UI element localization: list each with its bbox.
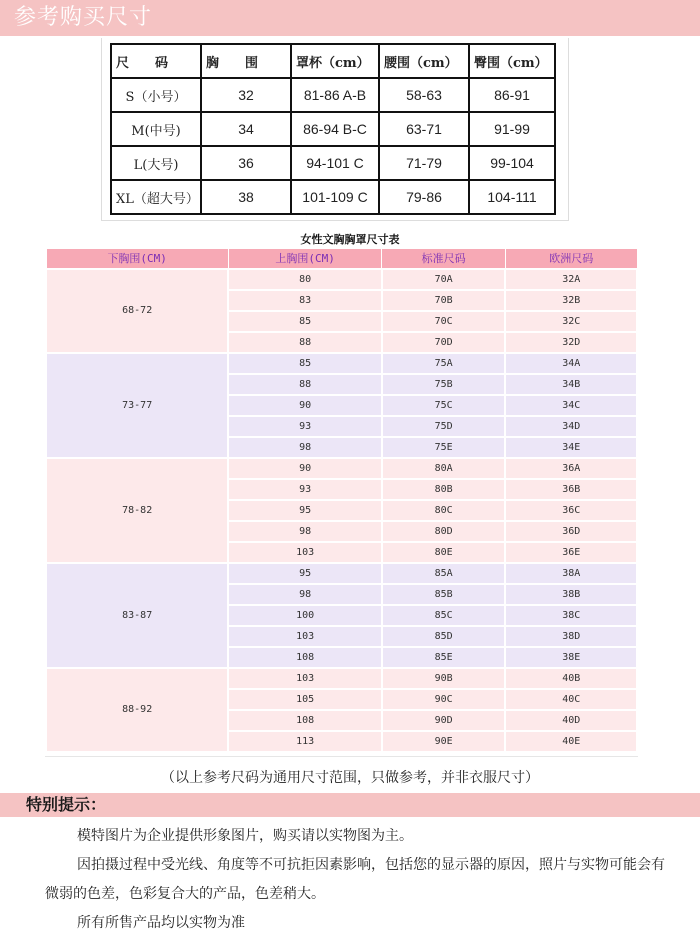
overbust-cell: 103 <box>228 626 381 647</box>
bra-table-row <box>46 563 637 584</box>
bra-table-title: 女性文胸胸罩尺寸表 <box>300 233 400 246</box>
eu-size-cell: 34A <box>505 353 637 374</box>
standard-size-cell: 75A <box>382 353 506 374</box>
eu-size-cell: 40D <box>505 710 637 731</box>
eu-size-cell: 34C <box>505 395 637 416</box>
size-chart-row <box>111 146 555 180</box>
standard-size-cell: 85C <box>382 605 506 626</box>
size-note: （以上参考尺码为通用尺寸范围，只做参考，并非衣服尺寸） <box>161 770 539 786</box>
overbust-cell: 85 <box>228 311 381 332</box>
eu-size-cell: 32A <box>505 269 637 290</box>
size-chart-header-row <box>111 44 555 78</box>
standard-size-cell: 80D <box>382 521 506 542</box>
bra-size-table <box>45 248 638 753</box>
overbust-cell: 103 <box>228 668 381 689</box>
size-cell: 36 <box>201 146 291 180</box>
tip-line: 模特图片为企业提供形象图片，购买请以实物图为主。 <box>77 828 413 844</box>
size-header-cell: 罩杯（cm） <box>291 44 379 78</box>
tip-line: 因拍摄过程中受光线、角度等不可抗拒因素影响，包括您的显示器的原因，照片与实物可能会有微弱的色差，色彩复合大的产品，色差稍大。 <box>45 857 665 902</box>
overbust-cell: 113 <box>228 731 381 752</box>
standard-size-cell: 80A <box>382 458 506 479</box>
standard-size-cell: 80B <box>382 479 506 500</box>
size-cell: 32 <box>201 78 291 112</box>
overbust-cell: 83 <box>228 290 381 311</box>
size-cell: 86-91 <box>469 78 555 112</box>
overbust-cell: 108 <box>228 710 381 731</box>
eu-size-cell: 40E <box>505 731 637 752</box>
size-cell: 86-94 B-C <box>291 112 379 146</box>
size-cell: L(大号) <box>111 146 201 180</box>
overbust-cell: 88 <box>228 374 381 395</box>
size-cell: 38 <box>201 180 291 214</box>
size-cell: M(中号) <box>111 112 201 146</box>
size-cell: 63-71 <box>379 112 469 146</box>
standard-size-cell: 85B <box>382 584 506 605</box>
page-title: 参考购买尺寸 <box>14 5 153 30</box>
size-chart-row <box>111 180 555 214</box>
underbust-range-cell: 68-72 <box>46 269 228 353</box>
eu-size-cell: 36E <box>505 542 637 563</box>
tips-banner <box>0 793 700 817</box>
standard-size-cell: 70A <box>382 269 506 290</box>
size-cell: XL（超大号） <box>111 180 201 214</box>
standard-size-cell: 75E <box>382 437 506 458</box>
eu-size-cell: 36B <box>505 479 637 500</box>
size-cell: 81-86 A-B <box>291 78 379 112</box>
standard-size-cell: 80E <box>382 542 506 563</box>
standard-size-cell: 90B <box>382 668 506 689</box>
underbust-range-cell: 88-92 <box>46 668 228 752</box>
eu-size-cell: 40B <box>505 668 637 689</box>
eu-size-cell: 38E <box>505 647 637 668</box>
eu-size-cell: 38C <box>505 605 637 626</box>
standard-size-cell: 90C <box>382 689 506 710</box>
size-cell: 58-63 <box>379 78 469 112</box>
overbust-cell: 98 <box>228 584 381 605</box>
size-chart-table <box>110 43 556 215</box>
underbust-range-cell: 78-82 <box>46 458 228 563</box>
overbust-cell: 108 <box>228 647 381 668</box>
size-cell: 71-79 <box>379 146 469 180</box>
eu-size-cell: 36A <box>505 458 637 479</box>
eu-size-cell: 32D <box>505 332 637 353</box>
overbust-cell: 80 <box>228 269 381 290</box>
page-title-banner <box>0 0 700 36</box>
eu-size-cell: 34E <box>505 437 637 458</box>
bra-header-cell: 欧洲尺码 <box>505 249 637 269</box>
bra-table-body <box>46 269 637 752</box>
underbust-range-cell: 83-87 <box>46 563 228 668</box>
overbust-cell: 105 <box>228 689 381 710</box>
standard-size-cell: 70B <box>382 290 506 311</box>
standard-size-cell: 70C <box>382 311 506 332</box>
bra-header-cell: 标准尺码 <box>382 249 506 269</box>
bra-table-row <box>46 353 637 374</box>
standard-size-cell: 80C <box>382 500 506 521</box>
tips-title: 特别提示： <box>26 795 107 814</box>
overbust-cell: 85 <box>228 353 381 374</box>
eu-size-cell: 36C <box>505 500 637 521</box>
size-cell: 94-101 C <box>291 146 379 180</box>
eu-size-cell: 36D <box>505 521 637 542</box>
overbust-cell: 95 <box>228 500 381 521</box>
bra-table-row <box>46 458 637 479</box>
overbust-cell: 93 <box>228 479 381 500</box>
bra-table-header-row <box>46 249 637 269</box>
overbust-cell: 88 <box>228 332 381 353</box>
bra-table-row <box>46 668 637 689</box>
overbust-cell: 100 <box>228 605 381 626</box>
size-cell: 104-111 <box>469 180 555 214</box>
overbust-cell: 90 <box>228 458 381 479</box>
bra-header-cell: 上胸围(CM) <box>228 249 381 269</box>
eu-size-cell: 32C <box>505 311 637 332</box>
standard-size-cell: 75B <box>382 374 506 395</box>
tip-line: 所有所售产品均以实物为准 <box>77 915 245 931</box>
eu-size-cell: 38D <box>505 626 637 647</box>
eu-size-cell: 38B <box>505 584 637 605</box>
standard-size-cell: 70D <box>382 332 506 353</box>
overbust-cell: 103 <box>228 542 381 563</box>
eu-size-cell: 40C <box>505 689 637 710</box>
standard-size-cell: 85A <box>382 563 506 584</box>
size-cell: 101-109 C <box>291 180 379 214</box>
divider <box>45 756 638 757</box>
standard-size-cell: 85D <box>382 626 506 647</box>
size-header-cell: 臀围（cm） <box>469 44 555 78</box>
size-chart-row <box>111 112 555 146</box>
standard-size-cell: 75C <box>382 395 506 416</box>
size-header-cell: 胸 围 <box>201 44 291 78</box>
size-cell: 79-86 <box>379 180 469 214</box>
standard-size-cell: 90E <box>382 731 506 752</box>
underbust-range-cell: 73-77 <box>46 353 228 458</box>
overbust-cell: 90 <box>228 395 381 416</box>
eu-size-cell: 34B <box>505 374 637 395</box>
bra-table-row <box>46 269 637 290</box>
eu-size-cell: 32B <box>505 290 637 311</box>
standard-size-cell: 85E <box>382 647 506 668</box>
eu-size-cell: 34D <box>505 416 637 437</box>
size-chart-row <box>111 78 555 112</box>
size-cell: 99-104 <box>469 146 555 180</box>
overbust-cell: 98 <box>228 437 381 458</box>
overbust-cell: 95 <box>228 563 381 584</box>
overbust-cell: 93 <box>228 416 381 437</box>
size-header-cell: 尺 码 <box>111 44 201 78</box>
tips-content <box>45 822 675 938</box>
bra-header-cell: 下胸围(CM) <box>46 249 228 269</box>
eu-size-cell: 38A <box>505 563 637 584</box>
size-cell: 91-99 <box>469 112 555 146</box>
size-cell: S（小号） <box>111 78 201 112</box>
standard-size-cell: 90D <box>382 710 506 731</box>
standard-size-cell: 75D <box>382 416 506 437</box>
overbust-cell: 98 <box>228 521 381 542</box>
size-cell: 34 <box>201 112 291 146</box>
size-header-cell: 腰围（cm） <box>379 44 469 78</box>
